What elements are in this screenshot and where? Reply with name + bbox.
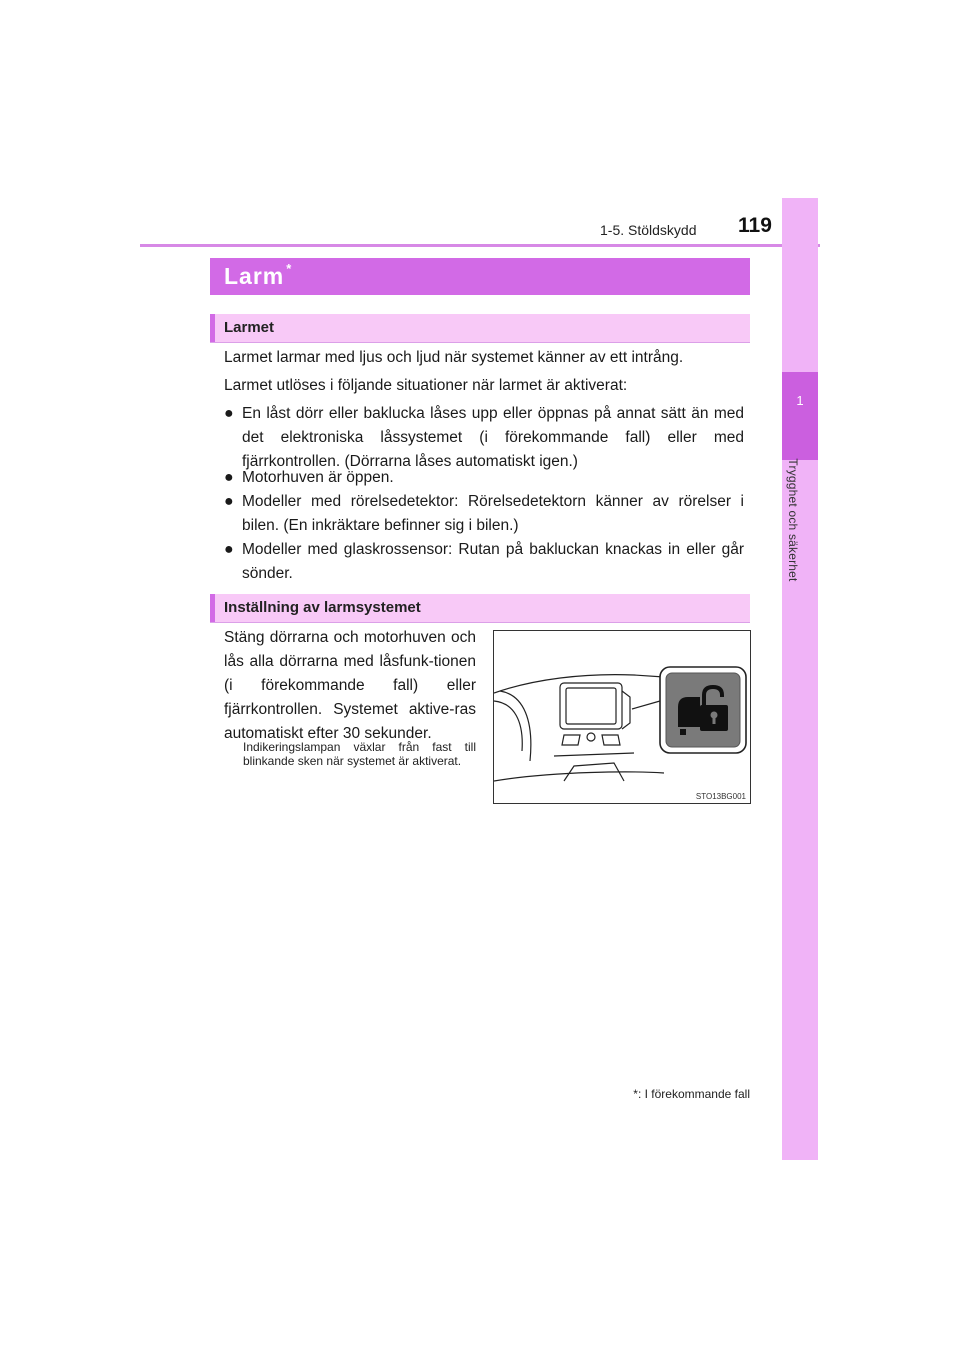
footnote-star: * bbox=[633, 1087, 638, 1101]
bullet-icon: ● bbox=[224, 405, 234, 422]
footnote bbox=[600, 1087, 750, 1101]
header-divider bbox=[140, 244, 820, 247]
title-star: * bbox=[286, 261, 293, 276]
section-heading-installning bbox=[210, 594, 750, 623]
header-section-title: 1-5. Stöldskydd bbox=[600, 222, 697, 238]
chapter-number: 1 bbox=[796, 393, 804, 408]
chapter-side-tab-active bbox=[782, 372, 818, 460]
section-heading-accent bbox=[210, 594, 215, 622]
section-heading-accent bbox=[210, 314, 215, 342]
page-title bbox=[224, 263, 292, 290]
chapter-label: Trygghet och säkerhet bbox=[786, 458, 800, 582]
dashboard-drawing bbox=[494, 631, 750, 803]
lead-paragraph: Larmet utlöses i följande situationer när larmet är aktiverat: bbox=[224, 377, 628, 394]
page-number: 119 bbox=[738, 214, 772, 237]
figure-code: STO13BG001 bbox=[695, 792, 746, 801]
bullet-icon: ● bbox=[224, 493, 234, 510]
dashboard-illustration bbox=[493, 630, 751, 804]
bullet-text: En låst dörr eller baklucka låses upp eller öppnas på annat sätt än med det elektroniska låssystemet (i förekommande fall) eller med fjärrkontrollen. (Dörrarna låses automatiskt igen.) bbox=[242, 405, 744, 470]
section-heading-larmet bbox=[210, 314, 750, 343]
bullet-icon: ● bbox=[224, 541, 234, 558]
footnote-text: : I förekommande fall bbox=[637, 1087, 750, 1101]
bullet-text: Modeller med glaskrossensor: Rutan på bakluckan knackas in eller går sönder. bbox=[242, 541, 744, 582]
chapter-side-tab bbox=[782, 198, 818, 1160]
bullet-text: Motorhuven är öppen. bbox=[242, 469, 394, 486]
bullet-icon: ● bbox=[224, 469, 234, 486]
indicator-note: Indikeringslampan växlar från fast till blinkande sken när systemet är aktiverat. bbox=[243, 740, 476, 768]
page-title-text: Larm bbox=[224, 263, 285, 289]
section-heading-text: Inställning av larmsystemet bbox=[224, 599, 421, 616]
bullet-text: Modeller med rörelsedetektor: Rörelsedetektorn känner av rörelser i bilen. (En inkräktare befinner sig i bilen.) bbox=[242, 493, 744, 534]
intro-paragraph: Larmet larmar med ljus och ljud när systemet känner av ett intrång. bbox=[224, 349, 684, 366]
section-heading-text: Larmet bbox=[224, 319, 275, 336]
setting-paragraph: Stäng dörrarna och motorhuven och lås alla dörrarna med låsfunk-tionen (i förekommande fall) eller fjärrkontrollen. Systemet aktive-ras automatiskt efter 30 sekunder. bbox=[224, 629, 476, 742]
